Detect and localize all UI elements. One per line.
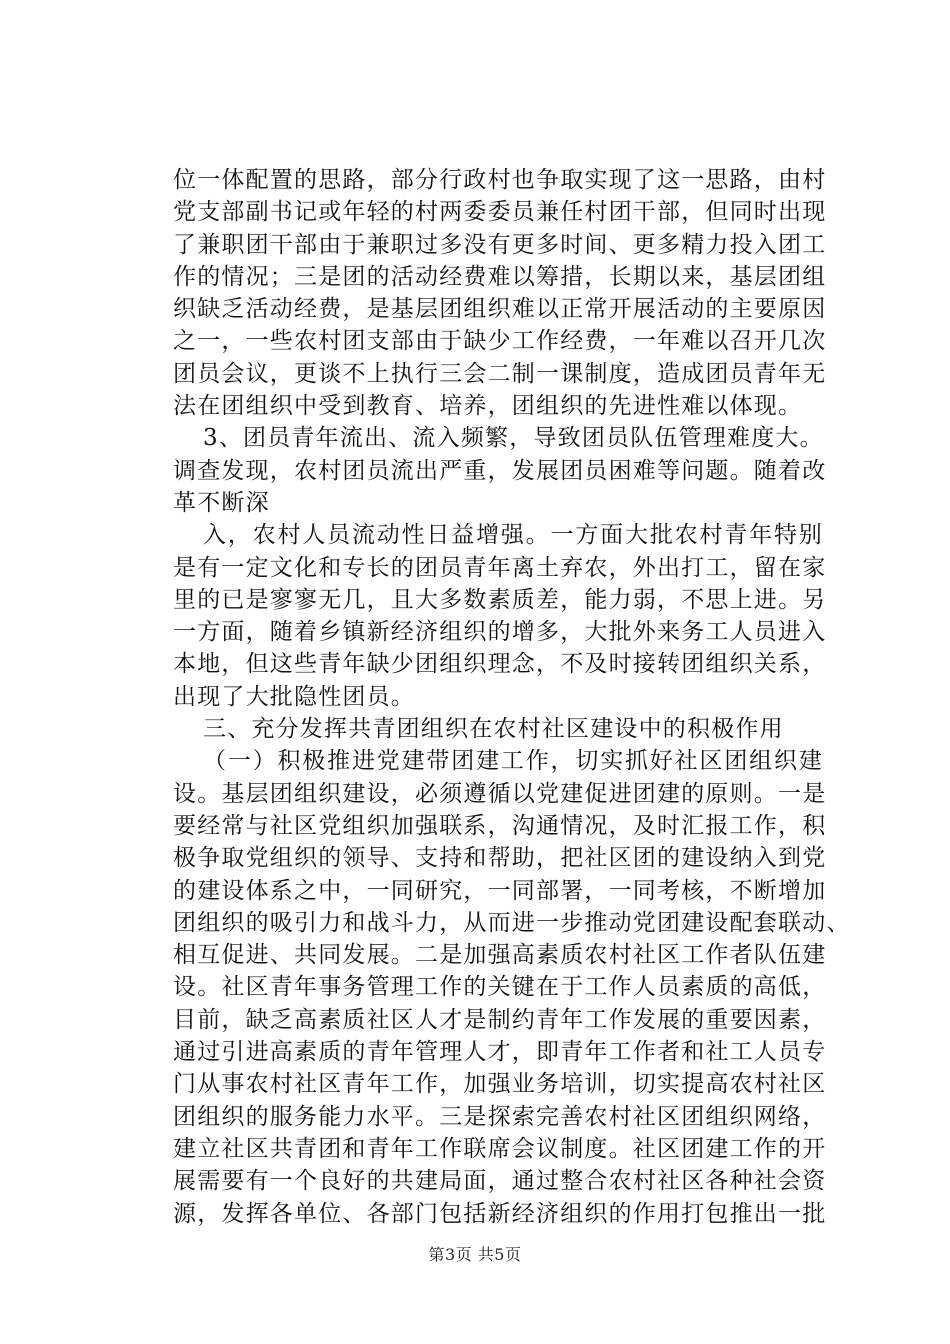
text-line: 要经常与社区党组织加强联系，沟通情况，及时汇报工作，积 [173, 812, 827, 839]
subsection-heading-line: （一）积极推进党建带团建工作，切实抓好社区团组织建 [203, 748, 823, 775]
text-line: 设。社区青年事务管理工作的关键在于工作人员素质的高低， [173, 974, 827, 1001]
paragraph-start-line: 3、团员青年流出、流入频繁，导致团员队伍管理难度大。 [203, 425, 824, 452]
text-line: 的建设体系之中，一同研究，一同部署，一同考核，不断增加 [173, 877, 827, 904]
paragraph-start-line: 入，农村人员流动性日益增强。一方面大批农村青年特别 [203, 522, 823, 549]
text-line: 团员会议，更谈不上执行三会二制一课制度，造成团员青年无 [173, 360, 827, 387]
text-line: 位一体配置的思路，部分行政村也争取实现了这一思路，由村 [173, 167, 827, 193]
text-line: 调查发现，农村团员流出严重，发展团员困难等问题。随着改 [173, 457, 827, 484]
page-footer: 第3页 共5页 [428, 1245, 522, 1264]
section-heading: 三、充分发挥共青团组织在农村社区建设中的积极作用 [203, 716, 784, 743]
text-line: 之一，一些农村团支部由于缺少工作经费，一年难以召开几次 [173, 328, 827, 355]
text-line: 源，发挥各单位、各部门包括新经济组织的作用打包推出一批 [173, 1200, 827, 1227]
text-line: 织缺乏活动经费，是基层团组织难以正常开展活动的主要原因 [173, 296, 827, 323]
text-line: 通过引进高素质的青年管理人才，即青年工作者和社工人员专 [173, 1039, 827, 1066]
text-line: 展需要有一个良好的共建局面，通过整合农村社区各种社会资 [173, 1168, 827, 1195]
text-line: 设。基层团组织建设，必须遵循以党建促进团建的原则。一是 [173, 780, 827, 807]
text-line: 团组织的吸引力和战斗力，从而进一步推动党团建设配套联动、 [173, 909, 851, 936]
text-line: 极争取党组织的领导、支持和帮助，把社区团的建设纳入到党 [173, 845, 827, 872]
text-line: 本地，但这些青年缺少团组织理念，不及时接转团组织关系， [173, 651, 827, 678]
text-line: 相互促进、共同发展。二是加强高素质农村社区工作者队伍建 [173, 942, 827, 969]
document-body [173, 164, 851, 1230]
text-line: 建立社区共青团和青年工作联席会议制度。社区团建工作的开 [173, 1135, 827, 1162]
text-line: 出现了大批隐性团员。 [173, 683, 415, 710]
text-line: 一方面，随着乡镇新经济组织的增多，大批外来务工人员进入 [173, 619, 827, 646]
text-line: 法在团组织中受到教育、培养，团组织的先进性难以体现。 [173, 393, 803, 420]
text-line: 目前，缺乏高素质社区人才是制约青年工作发展的重要因素， [173, 1006, 827, 1033]
text-line: 是有一定文化和专长的团员青年离土弃农，外出打工，留在家 [173, 554, 827, 581]
text-line: 里的已是寥寥无几，且大多数素质差，能力弱，不思上进。另 [173, 586, 827, 613]
text-line: 革不断深 [173, 489, 270, 516]
text-line: 团组织的服务能力水平。三是探索完善农村社区团组织网络， [173, 1103, 827, 1130]
text-line: 作的情况；三是团的活动经费难以筹措，长期以来，基层团组 [173, 263, 827, 290]
text-line: 门从事农村社区青年工作，加强业务培训，切实提高农村社区 [173, 1071, 827, 1098]
text-line: 党支部副书记或年轻的村两委委员兼任村团干部，但同时出现 [173, 199, 827, 226]
text-line: 了兼职团干部由于兼职过多没有更多时间、更多精力投入团工 [173, 231, 827, 258]
